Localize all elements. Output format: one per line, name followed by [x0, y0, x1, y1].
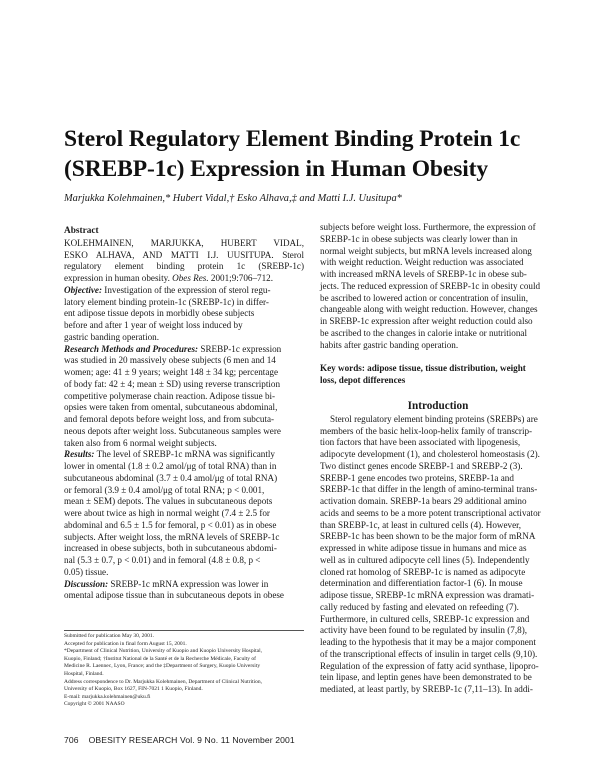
intro-line: of the transcriptional effects of insulin in target cells (9,10). [320, 648, 538, 659]
results-line: nal (5.3 ± 0.7, p < 0.01) and in femoral (4.8 ± 0.8, p < [64, 555, 261, 565]
methods-line: opsies were taken from omental, subcutaneous abdominal, [64, 402, 278, 413]
abstract-cont-line: in SREBP-1c expression after weight reduction could also [320, 316, 533, 326]
methods-line: neous depots after weight loss. Subcutaneous samples were [64, 425, 281, 436]
results-line: subcutaneous abdominal (3.7 ± 0.4 amol/μg of total RNA) [64, 472, 278, 483]
methods-line: competitive polymerase chain reaction. Adipose tissue bi- [64, 390, 276, 401]
objective-line: before and after 1 year of weight loss induced by [64, 320, 243, 330]
page-footer [64, 735, 544, 745]
footnote-line: E-mail: marjukka.kolehmainen@uku.fi [64, 693, 151, 700]
citation-year: 2001;9:706–712. [210, 273, 274, 283]
intro-line: Regulation of the expression of fatty acid synthase, lipopro- [320, 660, 539, 671]
results-label: Results: [64, 449, 95, 460]
footnote-line: Submitted for publication May 30, 2001. [64, 633, 154, 639]
intro-line: SREBP-1c that differ in the length of amino-terminal trans- [320, 484, 538, 495]
intro-line: acids and seems to be a more potent transcriptional activator [320, 507, 541, 518]
keywords-line: loss, depot differences [320, 375, 406, 385]
methods-label: Research Methods and Procedures: [64, 343, 199, 354]
objective-line: gastric banding operation. [64, 331, 160, 342]
abstract-cont-line: habits after gastric banding operation. [320, 339, 459, 350]
footnote-line: Kuopio, Finland; †Institut National de la Santé et de la Recherche Médicale, Faculty of [64, 655, 256, 662]
right-column [320, 222, 556, 696]
footnote-line: Address correspondence to Dr. Marjukka Kolehmainen, Department of Clinical Nutrition, [64, 678, 262, 685]
abstract-cont-line: subjects before weight loss. Furthermore, the expression of [320, 222, 536, 232]
methods-line: of body fat: 42 ± 4; mean ± SD) using reverse transcription [64, 378, 281, 389]
footnote-line: Hospital, Finland. [64, 670, 104, 677]
abstract-citation-line: KOLEHMAINEN, MARJUKKA, HUBERT VIDAL, [64, 237, 304, 248]
intro-line: determination and differentiation factor-1 (6). In mouse [320, 578, 523, 589]
abstract-cont-line: changeable along with weight reduction. However, changes [320, 304, 538, 315]
results-line: or femoral (3.9 ± 0.4 amol/μg of total RNA; p < 0.001, [64, 484, 265, 495]
intro-line: expressed in white adipose tissue in humans and mice as [320, 543, 527, 553]
journal-name: Obes Res. [172, 273, 209, 283]
results-line: increased in obese subjects, both in subcutaneous abdomi- [64, 543, 277, 554]
intro-line: tion factors that have been associated with lipogenesis, [320, 437, 521, 448]
intro-line: adipose tissue, SREBP-1c mRNA expression was dramati- [320, 590, 535, 600]
intro-line: leading to the hypothesis that it may be a major component [320, 637, 536, 647]
article-title [64, 124, 544, 184]
intro-line: members of the basic helix-loop-helix family of transcrip- [320, 425, 533, 436]
objective-text: Investigation of the expression of sterol regu- [104, 284, 271, 295]
discussion-text: SREBP-1c mRNA expression was lower in [110, 578, 269, 589]
intro-line: well as in cultured adipocyte cell lines (5). Independently [320, 554, 530, 565]
methods-text: SREBP-1c expression [200, 343, 282, 354]
intro-line: Two distinct genes encode SREBP-1 and SREBP-2 (3). [320, 460, 523, 471]
title-line-1: Sterol Regulatory Element Binding Protein 1c [64, 126, 521, 152]
footnote-line: *Department of Clinical Nutrition, University of Kuopio and Kuopio University Hospital, [64, 648, 262, 655]
results-line: subjects. After weight loss, the mRNA levels of SREBP-1c [64, 531, 280, 542]
footnotes [64, 630, 304, 709]
abstract-cont-line: be ascribed to the changes in calorie intake or nutritional [320, 327, 528, 338]
abstract-citation-line: ESKO ALHAVA, AND MATTI I.J. UUSITUPA. Sterol [64, 249, 304, 260]
abstract-citation-line: regulatory element binding protein 1c (SREBP-1c) [64, 261, 304, 272]
introduction-heading: Introduction [407, 399, 469, 412]
intro-line: cloned rat homolog of SREBP-1c is named as adipocyte [320, 566, 526, 577]
intro-line: cally reduced by fasting and elevated on refeeding (7). [320, 601, 519, 612]
results-line: mean ± SEM) depots. The values in subcutaneous depots [64, 496, 273, 507]
methods-first-line [64, 344, 304, 356]
methods-line: women; age: 41 ± 9 years; weight 148 ± 34 kg; percentage [64, 367, 279, 377]
keywords [320, 363, 556, 387]
intro-line: SREBP-1 gene encodes two proteins, SREBP-1a and [320, 472, 514, 483]
abstract-citation-tail [64, 273, 304, 285]
footnote-line: University of Kuopio, Box 1627, FIN-7021 1 Kuopio, Finland. [64, 686, 203, 693]
methods-line: taken also from 6 normal weight subjects. [64, 437, 217, 448]
intro-line: than SREBP-1c, at least in cultured cells (4). However, [320, 519, 522, 530]
abstract-heading: Abstract [64, 226, 99, 236]
abstract-cont-line: normal weight subjects, but mRNA levels increased along [320, 245, 532, 256]
discussion-line: omental adipose tissue than in subcutaneous depots in obese [64, 590, 284, 601]
results-first-line [64, 449, 304, 461]
abstract-cont-line: with weight reduction. Weight reduction was associated [320, 257, 524, 268]
journal-issue: OBESITY RESEARCH Vol. 9 No. 11 November 2001 [88, 735, 295, 745]
author-list: Marjukka Kolehmainen,* Hubert Vidal,† Esko Alhava,‡ and Matti I.J. Uusitupa* [64, 193, 402, 204]
results-line: lower in omental (1.8 ± 0.2 amol/μg of total RNA) than in [64, 461, 277, 471]
objective-line: ent adipose tissue depots in morbidly obese subjects [64, 308, 255, 319]
objective-line: latory element binding protein-1c (SREBP-1c) in differ- [64, 296, 269, 307]
abstract-cont-line: jects. The reduced expression of SREBP-1c in obesity could [320, 280, 541, 291]
citation-text: expression in human obesity. [64, 273, 170, 283]
abstract-cont-line: SREBP-1c in obese subjects was clearly lower than in [320, 233, 518, 244]
intro-line: activation domain. SREBP-1a bears 29 additional amino [320, 496, 527, 506]
abstract-cont-line: with increased mRNA levels of SREBP-1c in obese sub- [320, 269, 527, 279]
intro-line: SREBP-1c has been shown to be the major form of mRNA [320, 531, 536, 542]
page-number: 706 [64, 735, 79, 745]
intro-line: adipocyte development (1), and cholesterol homeostasis (2). [320, 449, 540, 459]
discussion-label: Discussion: [64, 578, 109, 589]
results-line: abdominal and 6.5 ± 1.5 for femoral, p < 0.01) as in obese [64, 519, 277, 530]
footnote-line: Accepted for publication in final form August 15, 2001. [64, 640, 187, 647]
footnote-line: Medicine R. Laennec, Lyon, France; and the ‡Department of Surgery, Kuopio University [64, 663, 261, 670]
results-line: 0.05) tissue. [64, 566, 109, 577]
left-column [64, 226, 304, 602]
results-line: were about twice as high in normal weight (7.4 ± 2.5 for [64, 508, 270, 518]
title-line-2: (SREBP-1c) Expression in Human Obesity [64, 156, 489, 182]
intro-line: activity have been found to be regulated by insulin (7,8), [320, 625, 528, 636]
methods-line: and femoral depots before weight loss, and from subcuta- [64, 414, 275, 424]
intro-line: Sterol regulatory element binding proteins (SREBPs) are [330, 413, 538, 424]
intro-line: Furthermore, in cultured cells, SREBP-1c expression and [320, 613, 530, 624]
intro-line: mediated, at least partly, by SREBP-1c (7,11–13). In addi- [320, 684, 533, 694]
discussion-first-line [64, 579, 304, 591]
objective-label: Objective: [64, 284, 102, 295]
methods-line: was studied in 20 massively obese subjects (6 men and 14 [64, 355, 276, 366]
intro-line: tein lipase, and leptin genes have been demonstrated to be [320, 672, 532, 683]
footnote-line: Copyright © 2001 NAASO [64, 701, 125, 708]
keywords-line: Key words: adipose tissue, tissue distribution, weight [320, 363, 526, 374]
abstract-cont-line: be ascribed to lowered action or concentration of insulin, [320, 292, 529, 303]
objective-first-line [64, 285, 304, 297]
results-text: The level of SREBP-1c mRNA was significantly [96, 449, 275, 460]
